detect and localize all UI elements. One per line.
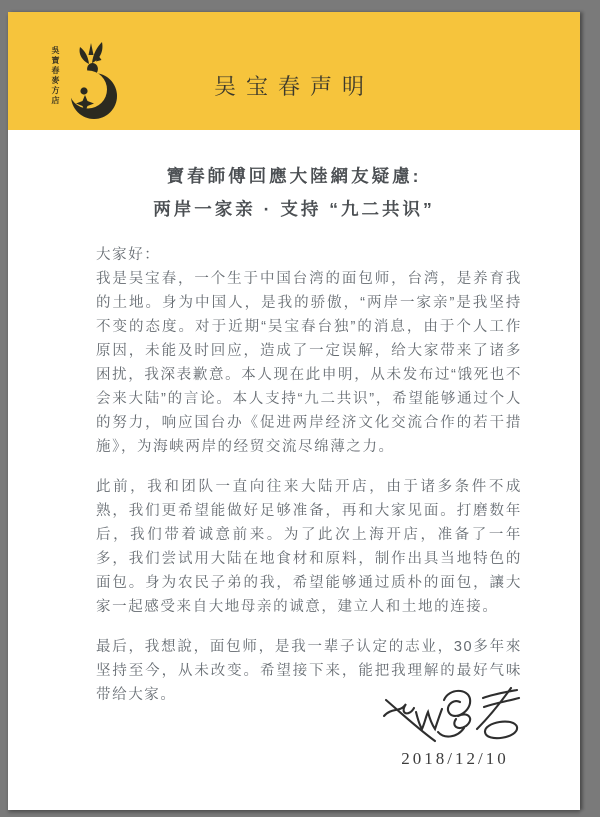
handwritten-signature-icon: [380, 686, 530, 748]
paragraph-1: 我是吴宝春，一个生于中国台湾的面包师，台湾，是养育我的土地。身为中国人，是我的骄傲，“两岸一家亲”是我坚持不变的态度。对于近期“吴宝春台独”的消息，由于个人工作原因，未能及时回应，造成了一定误解，给大家带来了诸多困扰，我深表歉意。本人现在此申明，从未发布过“饿死也不会来大陆”的言论。本人支持“九二共识”，希望能够通过个人的努力，响应国台办《促进两岸经济文化交流合作的若干措施》，为海峡两岸的经贸交流尽绵薄之力。: [96, 271, 522, 455]
statement-heading: [8, 160, 580, 226]
statement-body: [96, 243, 522, 723]
paragraph-3: 最后，我想說，面包师，是我一辈子认定的志业，30多年來坚持至今，从未改变。希望接下来，能把我理解的最好气味带给大家。: [96, 639, 522, 703]
page-title: 吴宝春声明: [213, 74, 374, 99]
paragraph-2: 此前，我和团队一直向往来大陆开店，由于诸多条件不成熟，我们更希望能做好足够准备，再和大家见面。打磨数年后，我们带着诚意前来。为了此次上海开店，准备了一年多，我们尝试用大陆在地食材和原料，制作出具当地特色的面包。身为农民子弟的我，希望能够通过质朴的面包，讓大家一起感受来自大地母亲的诚意，建立人和土地的连接。: [96, 479, 522, 615]
header-band: [8, 12, 580, 130]
heading-line-2: 两岸一家亲 · 支持 “九二共识”: [153, 199, 435, 219]
signature-block: [370, 686, 540, 769]
greeting-line: 大家好：: [96, 247, 161, 263]
statement-date: 2018/12/10: [401, 749, 509, 768]
brand-name-vertical-text: 吳寶春麥方店: [51, 46, 60, 106]
statement-page: [8, 12, 580, 810]
heading-line-1: 寶春師傅回應大陸網友疑慮:: [166, 166, 422, 186]
